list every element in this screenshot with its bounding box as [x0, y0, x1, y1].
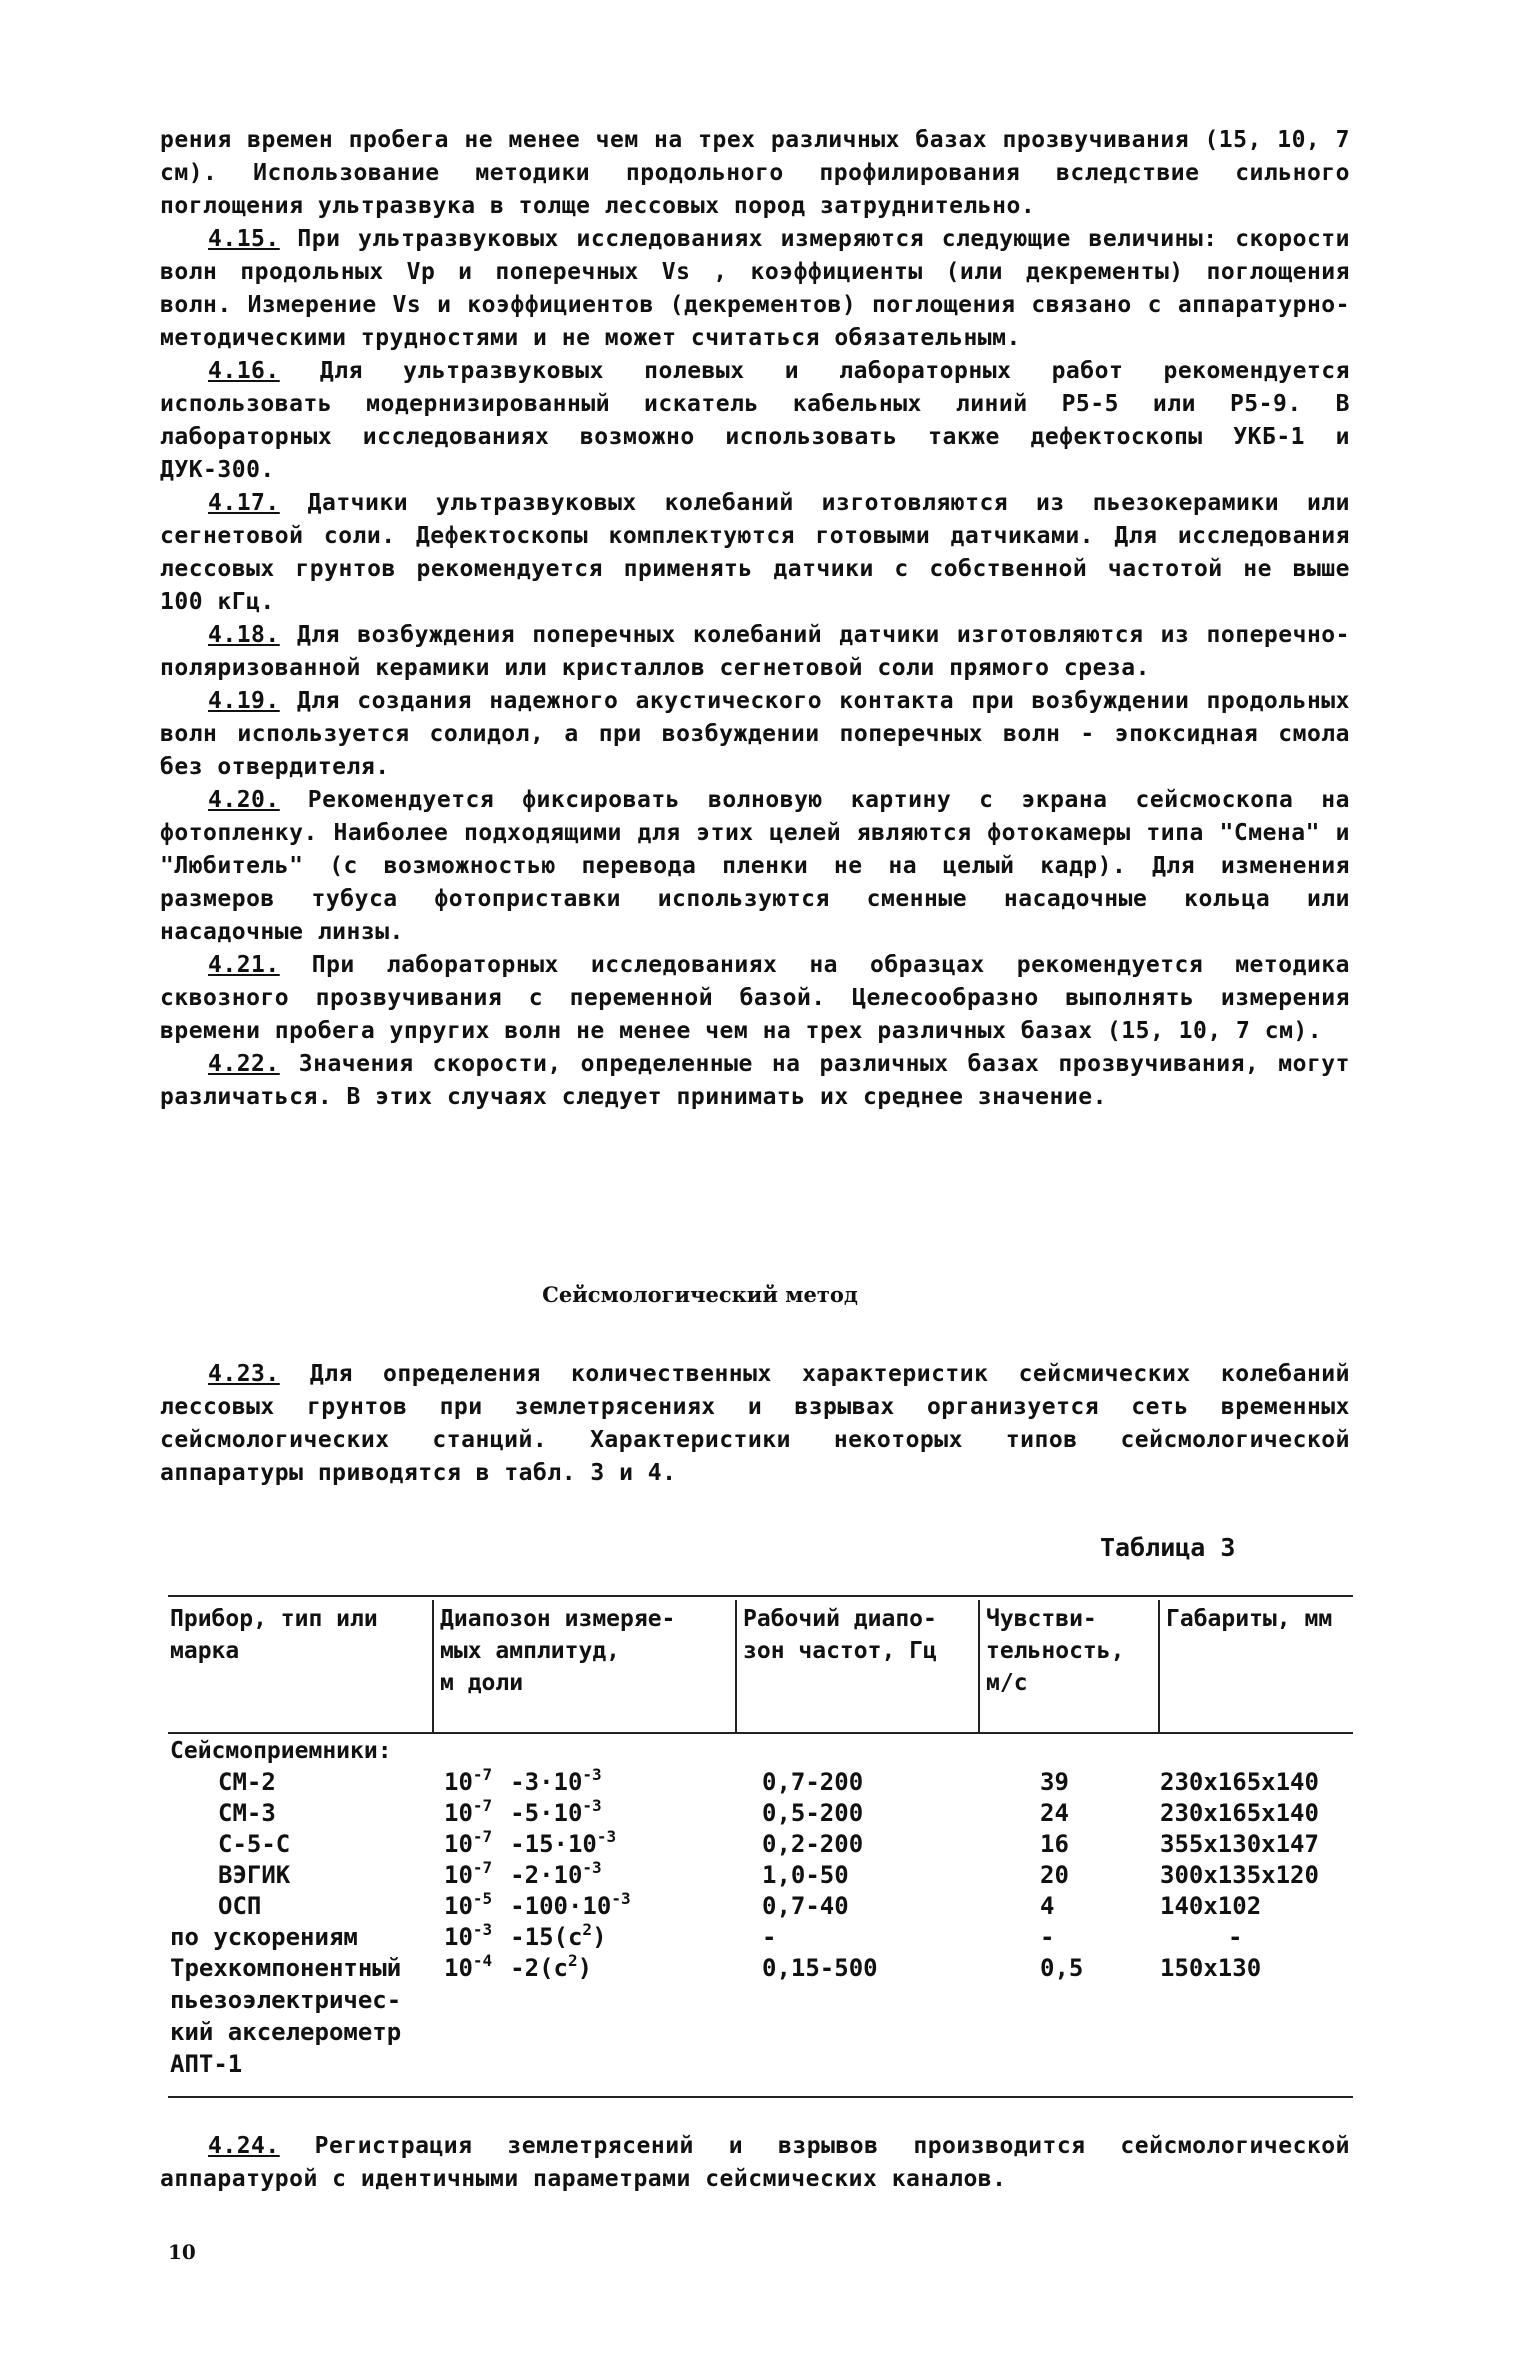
cell-sensitivity: 4 [1040, 1892, 1055, 1920]
body-text-upper [160, 124, 1350, 1114]
cell-dimensions: 300х135х120 [1160, 1861, 1319, 1889]
paragraph-4-15 [160, 223, 1350, 355]
paragraph-4-24 [160, 2130, 1350, 2196]
cell-dimensions: 230х165х140 [1160, 1768, 1319, 1796]
paragraph-number: 4.20. [208, 787, 280, 813]
table-column-divider [735, 1600, 737, 1732]
header-dimensions: Габариты, мм [1166, 1606, 1333, 1632]
paragraph-4-19 [160, 685, 1350, 784]
paragraph-4-20 [160, 784, 1350, 949]
table-row [0, 1951, 1400, 2078]
cell-device: Трехкомпонентный пьезоэлектричес- кий акселерометр АПТ-1 [170, 1954, 402, 2078]
paragraph-4-22 [160, 1048, 1350, 1114]
table-bottom-rule [168, 2096, 1353, 2098]
table-row [0, 1890, 1400, 1922]
paragraph-text: При ультразвуковых исследованиях измеряются следующие величины: скорости волн продольных Vp и поперечных Vs , коэффициенты (или декременты) поглощения волн. Измерение Vs и коэффициентов (декрементов) поглощения связано с аппаратурно-методическими трудностями и не может считаться обязательным. [160, 226, 1350, 351]
header-amplitude-range: Диапозон измеряе- мых амплитуд, м доли [440, 1606, 676, 1696]
paragraph-number: 4.22. [208, 1051, 280, 1077]
paragraph-text: Регистрация землетрясений и взрывов производится сейсмологической аппаратурой с идентичными параметрами сейсмических каналов. [160, 2133, 1350, 2192]
cell-amplitude-range: $10^{-7}$ $-5\cdot 10^{-3}$ [444, 1796, 602, 1827]
cell-device: ОСП [218, 1892, 262, 1920]
paragraph-number: 4.21. [208, 952, 280, 978]
cell-dimensions: 150х130 [1160, 1954, 1262, 1982]
header-sensitivity: Чувстви- тельность, м/с [986, 1606, 1125, 1696]
cell-amplitude-range: $10^{-4}$ $-2(с^2)$ [444, 1951, 593, 1982]
cell-frequency-range: 0,2-200 [762, 1830, 864, 1858]
cell-sensitivity: - [1040, 1923, 1055, 1951]
cell-dimensions: 140х102 [1160, 1892, 1262, 1920]
cell-frequency-range: 0,5-200 [762, 1799, 864, 1827]
table-column-divider [978, 1600, 980, 1732]
paragraph-4-21 [160, 949, 1350, 1048]
cell-frequency-range: 0,7-200 [762, 1768, 864, 1796]
paragraph-4-23 [160, 1358, 1350, 1490]
paragraph-text: Для определения количественных характеристик сейсмических колебаний лессовых грунтов при землетрясениях и взрывах организуется сеть временных сейсмологических станций. Характеристики некоторых типов сейсмологической аппаратуры приводятся в табл. 3 и 4. [160, 1361, 1350, 1486]
cell-dimensions: - [1228, 1923, 1243, 1951]
table-row [0, 1859, 1400, 1891]
paragraph-number: 4.17. [208, 490, 280, 516]
cell-frequency-range: 1,0-50 [762, 1861, 849, 1889]
table-column-divider [432, 1600, 434, 1732]
paragraph-4-18 [160, 619, 1350, 685]
paragraph-text: Рекомендуется фиксировать волновую картину с экрана сейсмоскопа на фотопленку. Наиболее подходящими для этих целей являются фотокамеры типа "Смена" и "Любитель" (с возможностью перевода пленки не на целый кадр). Для изменения размеров тубуса фотоприставки используются сменные насадочные кольца или насадочные линзы. [160, 787, 1350, 945]
cell-device: ВЭГИК [218, 1861, 291, 1889]
table-group-label: Сейсмоприемники: [170, 1738, 392, 1764]
table-row [0, 1797, 1400, 1829]
paragraph-number: 4.24. [208, 2133, 280, 2159]
cell-device: по ускорениям [170, 1923, 358, 1951]
cell-sensitivity: 0,5 [1040, 1954, 1084, 1982]
paragraph-text: Датчики ультразвуковых колебаний изготовляются из пьезокерамики или сегнетовой соли. Дефектоскопы комплектуются готовыми датчиками. Для исследования лессовых грунтов рекомендуется применять датчики с собственной частотой не выше 100 кГц. [160, 490, 1350, 615]
section-heading: Сейсмологический метод [542, 1282, 858, 1307]
cell-amplitude-range: $10^{-7}$ $-15\cdot 10^{-3}$ [444, 1827, 617, 1858]
paragraph-text: При лабораторных исследованиях на образцах рекомендуется методика сквозного прозвучивания с переменной базой. Целесообразно выполнять измерения времени пробега упругих волн не менее чем на трех различных базах (15, 10, 7 см). [160, 952, 1350, 1044]
paragraph-text: Для ультразвуковых полевых и лабораторных работ рекомендуется использовать модернизированный искатель кабельных линий Р5-5 или Р5-9. В лабораторных исследованиях возможно использовать также дефектоскопы УКБ-1 и ДУК-300. [160, 358, 1350, 483]
table-column-divider [1158, 1600, 1160, 1732]
cell-sensitivity: 20 [1040, 1861, 1069, 1889]
table-header-rule [168, 1732, 1353, 1734]
paragraph-4-16 [160, 355, 1350, 487]
table-row [0, 1828, 1400, 1860]
paragraph-number: 4.19. [208, 688, 280, 714]
cell-sensitivity: 39 [1040, 1768, 1069, 1796]
cell-dimensions: 230х165х140 [1160, 1799, 1319, 1827]
cell-sensitivity: 24 [1040, 1799, 1069, 1827]
paragraph-text: Для возбуждения поперечных колебаний датчики изготовляются из поперечно-поляризованной керамики или кристаллов сегнетовой соли прямого среза. [160, 622, 1350, 681]
paragraph-4-17 [160, 487, 1350, 619]
cell-dimensions: 355х130х147 [1160, 1830, 1319, 1858]
paragraph-number: 4.15. [208, 226, 280, 252]
paragraph-text: Для создания надежного акустического контакта при возбуждении продольных волн используется солидол, а при возбуждении поперечных волн - эпоксидная смола без отвердителя. [160, 688, 1350, 780]
cell-frequency-range: 0,15-500 [762, 1954, 878, 1982]
header-frequency-range: Рабочий диапо- зон частот, Гц [743, 1606, 937, 1664]
header-device: Прибор, тип или марка [170, 1606, 378, 1664]
cell-frequency-range: 0,7-40 [762, 1892, 849, 1920]
cell-device: СМ-3 [218, 1799, 276, 1827]
cell-sensitivity: 16 [1040, 1830, 1069, 1858]
paragraph-continuation: рения времен пробега не менее чем на трех различных базах прозвучивания (15, 10, 7 см). Использование методики продольного профилирования вследствие сильного поглощения ультразвука в толще лессовых пород затруднительно. [160, 127, 1350, 219]
table-caption: Таблица 3 [1100, 1533, 1236, 1562]
cell-amplitude-range: $10^{-5}$ $-100\cdot 10^{-3}$ [444, 1889, 631, 1920]
table-top-rule [168, 1595, 1353, 1597]
paragraph-number: 4.23. [208, 1361, 280, 1387]
paragraph-number: 4.18. [208, 622, 280, 648]
cell-amplitude-range: $10^{-7}$ $-3\cdot 10^{-3}$ [444, 1765, 602, 1796]
paragraph-text: Значения скорости, определенные на различных базах прозвучивания, могут различаться. В этих случаях следует принимать их среднее значение. [160, 1051, 1350, 1110]
cell-amplitude-range: $10^{-3}$ $-15(с^2)$ [444, 1920, 607, 1951]
table-row [0, 1766, 1400, 1798]
cell-amplitude-range: $10^{-7}$ $-2\cdot 10^{-3}$ [444, 1858, 602, 1889]
cell-frequency-range: - [762, 1923, 777, 1951]
cell-device: С-5-С [218, 1830, 291, 1858]
cell-device: СМ-2 [218, 1768, 276, 1796]
paragraph-number: 4.16. [208, 358, 280, 384]
table-row [0, 1921, 1400, 1953]
page-number: 10 [168, 2240, 196, 2264]
